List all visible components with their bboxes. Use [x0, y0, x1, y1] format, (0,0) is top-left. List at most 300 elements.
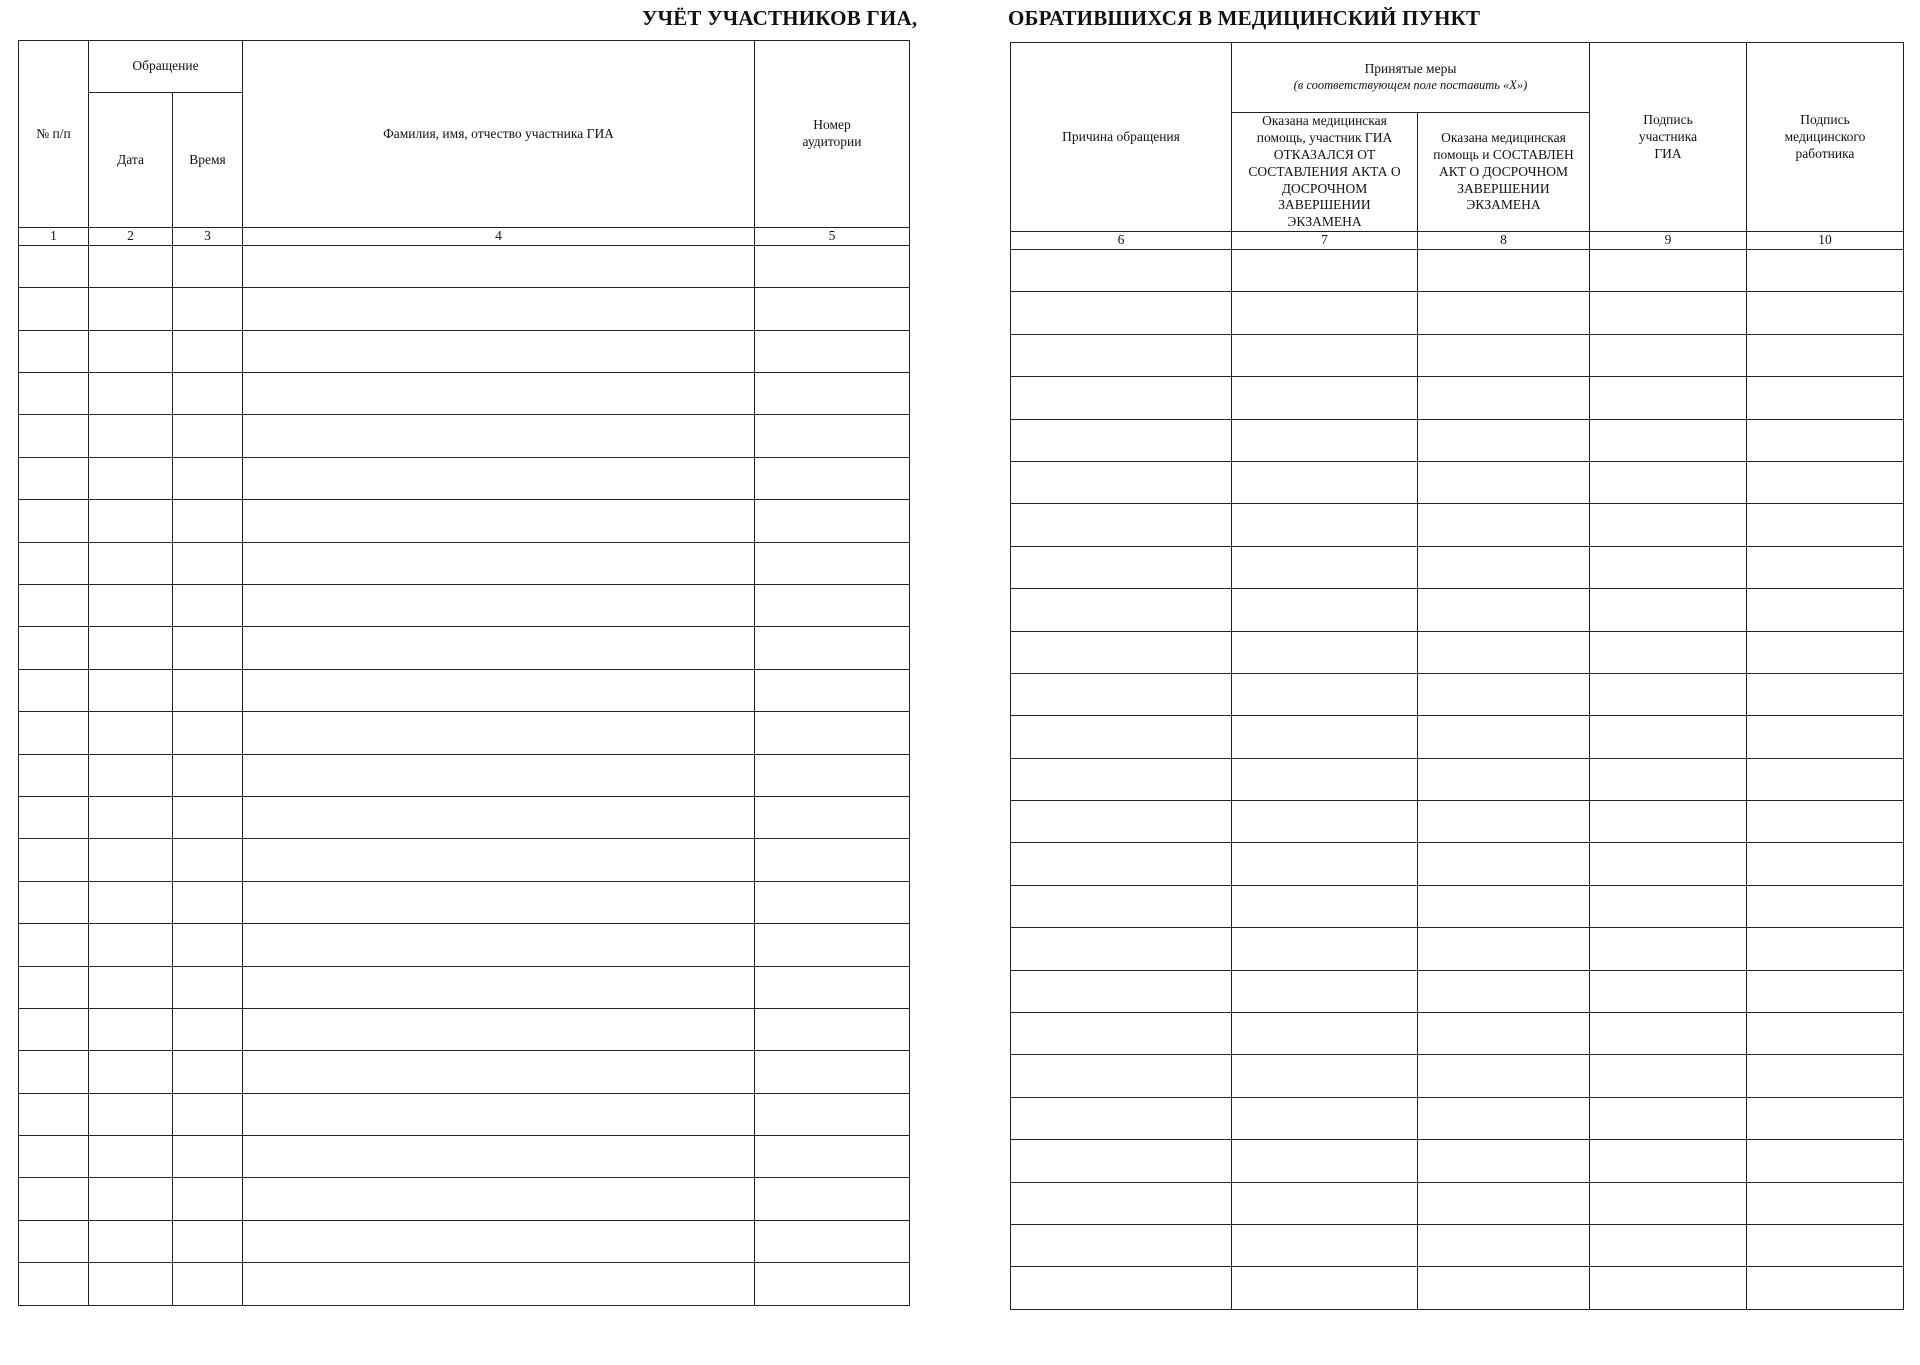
blank-entry-cell[interactable] — [173, 500, 243, 542]
blank-entry-cell[interactable] — [243, 288, 755, 330]
blank-entry-cell[interactable] — [1590, 673, 1747, 715]
blank-entry-cell[interactable] — [243, 712, 755, 754]
blank-entry-cell[interactable] — [1590, 504, 1747, 546]
blank-entry-cell[interactable] — [1011, 673, 1232, 715]
blank-entry-cell[interactable] — [1590, 292, 1747, 334]
blank-entry-cell[interactable] — [89, 1051, 173, 1093]
table-row — [19, 457, 910, 499]
measures-table — [1010, 42, 1904, 1310]
blank-entry-cell[interactable] — [89, 881, 173, 923]
blank-entry-cell[interactable] — [173, 966, 243, 1008]
blank-entry-cell[interactable] — [1418, 334, 1590, 376]
blank-entry-cell[interactable] — [173, 924, 243, 966]
blank-entry-cell[interactable] — [173, 1263, 243, 1305]
column-number: 9 — [1590, 232, 1747, 250]
blank-entry-cell[interactable] — [1590, 334, 1747, 376]
blank-entry-cell[interactable] — [1232, 758, 1418, 800]
blank-entry-cell[interactable] — [755, 796, 910, 838]
header-refused-act-label: Оказана медицинская помощь, участник ГИА ОТКАЗАЛСЯ ОТ СОСТАВЛЕНИЯ АКТА О ДОСРОЧНОМ ЗАВЕРШЕНИИ ЭКЗАМЕНА — [1248, 113, 1401, 230]
blank-entry-cell[interactable] — [1232, 1182, 1418, 1224]
blank-entry-cell[interactable] — [243, 585, 755, 627]
blank-entry-cell[interactable] — [1232, 461, 1418, 503]
blank-entry-cell[interactable] — [1011, 504, 1232, 546]
blank-entry-cell[interactable] — [1011, 292, 1232, 334]
table-row — [19, 1008, 910, 1050]
blank-entry-cell[interactable] — [173, 542, 243, 584]
table-row — [1011, 589, 1904, 631]
blank-entry-cell[interactable] — [755, 415, 910, 457]
table-row — [1011, 1224, 1904, 1266]
blank-entry-cell[interactable] — [173, 1093, 243, 1135]
blank-entry-cell[interactable] — [173, 457, 243, 499]
blank-entry-cell[interactable] — [173, 712, 243, 754]
blank-entry-cell[interactable] — [1011, 970, 1232, 1012]
table-row — [1011, 377, 1904, 419]
blank-entry-cell[interactable] — [173, 330, 243, 372]
column-number: 8 — [1418, 232, 1590, 250]
blank-entry-cell[interactable] — [1590, 377, 1747, 419]
blank-entry-cell[interactable] — [1232, 377, 1418, 419]
table-row — [1011, 716, 1904, 758]
blank-entry-cell[interactable] — [1418, 673, 1590, 715]
blank-entry-cell[interactable] — [1011, 250, 1232, 292]
blank-entry-cell[interactable] — [1590, 546, 1747, 588]
blank-entry-cell[interactable] — [755, 1008, 910, 1050]
blank-entry-cell[interactable] — [1418, 758, 1590, 800]
table-row — [19, 330, 910, 372]
blank-entry-cell[interactable] — [243, 1051, 755, 1093]
blank-entry-cell[interactable] — [173, 288, 243, 330]
blank-entry-cell[interactable] — [19, 585, 89, 627]
blank-entry-cell[interactable] — [243, 542, 755, 584]
blank-entry-cell[interactable] — [1590, 419, 1747, 461]
blank-entry-cell[interactable] — [243, 330, 755, 372]
header-room-label: Номер аудитории — [802, 117, 862, 149]
blank-entry-cell[interactable] — [1418, 461, 1590, 503]
blank-entry-cell[interactable] — [19, 1136, 89, 1178]
blank-entry-cell[interactable] — [243, 966, 755, 1008]
blank-entry-cell[interactable] — [89, 754, 173, 796]
table-row — [19, 1178, 910, 1220]
blank-entry-cell[interactable] — [243, 881, 755, 923]
blank-entry-cell[interactable] — [1232, 673, 1418, 715]
blank-entry-cell[interactable] — [1418, 419, 1590, 461]
blank-entry-cell[interactable] — [173, 754, 243, 796]
blank-entry-cell[interactable] — [89, 1093, 173, 1135]
table-row — [19, 1093, 910, 1135]
blank-entry-cell[interactable] — [89, 966, 173, 1008]
blank-entry-cell[interactable] — [19, 966, 89, 1008]
blank-entry-cell[interactable] — [243, 1136, 755, 1178]
blank-entry-cell[interactable] — [173, 627, 243, 669]
blank-entry-cell[interactable] — [1418, 250, 1590, 292]
blank-entry-cell[interactable] — [1747, 504, 1904, 546]
blank-entry-cell[interactable] — [173, 415, 243, 457]
blank-entry-cell[interactable] — [1232, 250, 1418, 292]
blank-entry-cell[interactable] — [1418, 970, 1590, 1012]
blank-entry-cell[interactable] — [19, 1178, 89, 1220]
table-row — [1011, 1013, 1904, 1055]
blank-entry-cell[interactable] — [1232, 1140, 1418, 1182]
blank-entry-cell[interactable] — [1232, 1224, 1418, 1266]
blank-entry-cell[interactable] — [1418, 631, 1590, 673]
blank-entry-cell[interactable] — [1747, 801, 1904, 843]
blank-entry-cell[interactable] — [1232, 589, 1418, 631]
blank-entry-cell[interactable] — [19, 330, 89, 372]
blank-entry-cell[interactable] — [173, 669, 243, 711]
blank-entry-cell[interactable] — [1232, 334, 1418, 376]
blank-entry-cell[interactable] — [1590, 250, 1747, 292]
blank-entry-cell[interactable] — [19, 796, 89, 838]
blank-entry-cell[interactable] — [243, 1220, 755, 1262]
blank-entry-cell[interactable] — [243, 754, 755, 796]
blank-entry-cell[interactable] — [1232, 801, 1418, 843]
table-row — [1011, 1267, 1904, 1309]
blank-entry-cell[interactable] — [755, 542, 910, 584]
blank-entry-cell[interactable] — [243, 627, 755, 669]
blank-entry-cell[interactable] — [1590, 970, 1747, 1012]
blank-entry-cell[interactable] — [19, 1263, 89, 1305]
blank-entry-cell[interactable] — [1011, 885, 1232, 927]
blank-entry-cell[interactable] — [19, 1220, 89, 1262]
blank-entry-cell[interactable] — [173, 881, 243, 923]
blank-entry-cell[interactable] — [1590, 1055, 1747, 1097]
blank-entry-cell[interactable] — [243, 1008, 755, 1050]
blank-entry-cell[interactable] — [19, 245, 89, 287]
blank-entry-cell[interactable] — [89, 500, 173, 542]
participant-table — [18, 40, 910, 1306]
blank-entry-cell[interactable] — [89, 1136, 173, 1178]
blank-entry-cell[interactable] — [1232, 716, 1418, 758]
blank-entry-cell[interactable] — [1747, 1013, 1904, 1055]
page-title-right: ОБРАТИВШИХСЯ В МЕДИЦИНСКИЙ ПУНКТ — [1008, 6, 1481, 30]
blank-entry-cell[interactable] — [19, 373, 89, 415]
table-row — [1011, 1097, 1904, 1139]
blank-entry-cell[interactable] — [755, 924, 910, 966]
table-row — [1011, 885, 1904, 927]
blank-entry-cell[interactable] — [1232, 419, 1418, 461]
blank-entry-cell[interactable] — [1232, 843, 1418, 885]
blank-entry-cell[interactable] — [243, 415, 755, 457]
blank-entry-cell[interactable] — [1011, 801, 1232, 843]
header-appeal: Обращение — [89, 41, 243, 93]
blank-entry-cell[interactable] — [755, 585, 910, 627]
blank-entry-cell[interactable] — [1590, 801, 1747, 843]
blank-entry-cell[interactable] — [89, 330, 173, 372]
blank-entry-cell[interactable] — [1590, 1182, 1747, 1224]
blank-entry-cell[interactable] — [1011, 1224, 1232, 1266]
blank-entry-cell[interactable] — [19, 415, 89, 457]
blank-entry-cell[interactable] — [19, 1093, 89, 1135]
blank-entry-cell[interactable] — [1232, 970, 1418, 1012]
blank-entry-cell[interactable] — [243, 669, 755, 711]
blank-entry-cell[interactable] — [243, 1093, 755, 1135]
blank-entry-cell[interactable] — [173, 245, 243, 287]
blank-entry-cell[interactable] — [755, 839, 910, 881]
blank-entry-cell[interactable] — [755, 669, 910, 711]
blank-entry-cell[interactable] — [19, 627, 89, 669]
table-row — [19, 669, 910, 711]
blank-entry-cell[interactable] — [755, 457, 910, 499]
blank-entry-cell[interactable] — [755, 881, 910, 923]
header-signature-medic-label: Подпись медицинского работника — [1784, 111, 1866, 161]
blank-entry-cell[interactable] — [1590, 461, 1747, 503]
blank-entry-cell[interactable] — [1747, 1267, 1904, 1309]
table-row — [19, 500, 910, 542]
table-row — [19, 796, 910, 838]
blank-entry-cell[interactable] — [1011, 334, 1232, 376]
blank-entry-cell[interactable] — [173, 1051, 243, 1093]
table-row — [1011, 250, 1904, 292]
blank-entry-cell[interactable] — [755, 373, 910, 415]
table-row — [19, 754, 910, 796]
blank-entry-cell[interactable] — [755, 1051, 910, 1093]
blank-entry-cell[interactable] — [1232, 546, 1418, 588]
table-row — [19, 966, 910, 1008]
blank-entry-cell[interactable] — [1590, 716, 1747, 758]
blank-entry-cell[interactable] — [89, 839, 173, 881]
blank-entry-cell[interactable] — [755, 966, 910, 1008]
blank-entry-cell[interactable] — [89, 712, 173, 754]
blank-entry-cell[interactable] — [243, 500, 755, 542]
blank-entry-cell[interactable] — [1747, 292, 1904, 334]
blank-entry-cell[interactable] — [1590, 928, 1747, 970]
blank-entry-cell[interactable] — [1747, 758, 1904, 800]
table-row — [1011, 758, 1904, 800]
blank-entry-cell[interactable] — [1747, 885, 1904, 927]
header-signature-participant — [1590, 43, 1747, 232]
blank-entry-cell[interactable] — [243, 924, 755, 966]
blank-entry-cell[interactable] — [173, 1008, 243, 1050]
blank-entry-cell[interactable] — [755, 330, 910, 372]
blank-entry-cell[interactable] — [173, 839, 243, 881]
table-row — [1011, 970, 1904, 1012]
header-refused-act — [1232, 113, 1418, 232]
blank-entry-cell[interactable] — [1418, 1182, 1590, 1224]
blank-entry-cell[interactable] — [89, 288, 173, 330]
header-measures-note: (в соответствующем поле поставить «Х») — [1293, 78, 1528, 93]
blank-entry-cell[interactable] — [19, 839, 89, 881]
blank-entry-cell[interactable] — [1747, 334, 1904, 376]
table-row — [1011, 673, 1904, 715]
blank-entry-cell[interactable] — [1232, 631, 1418, 673]
blank-entry-cell[interactable] — [243, 245, 755, 287]
blank-entry-cell[interactable] — [243, 373, 755, 415]
blank-entry-cell[interactable] — [89, 415, 173, 457]
blank-entry-cell[interactable] — [755, 1136, 910, 1178]
blank-entry-cell[interactable] — [1011, 1267, 1232, 1309]
header-act-drawn-label: Оказана медицинская помощь и СОСТАВЛЕН АКТ О ДОСРОЧНОМ ЗАВЕРШЕНИИ ЭКЗАМЕНА — [1433, 129, 1574, 213]
column-number: 3 — [173, 228, 243, 246]
blank-entry-cell[interactable] — [1747, 419, 1904, 461]
blank-entry-cell[interactable] — [1590, 589, 1747, 631]
table-row — [1011, 1140, 1904, 1182]
column-number: 10 — [1747, 232, 1904, 250]
blank-entry-cell[interactable] — [1418, 377, 1590, 419]
blank-entry-cell[interactable] — [1747, 1182, 1904, 1224]
blank-entry-cell[interactable] — [755, 754, 910, 796]
blank-entry-cell[interactable] — [89, 1178, 173, 1220]
table-row — [1011, 461, 1904, 503]
blank-entry-cell[interactable] — [19, 1008, 89, 1050]
blank-entry-cell[interactable] — [89, 669, 173, 711]
blank-entry-cell[interactable] — [243, 839, 755, 881]
blank-entry-cell[interactable] — [1747, 546, 1904, 588]
blank-entry-cell[interactable] — [755, 500, 910, 542]
blank-entry-cell[interactable] — [89, 924, 173, 966]
blank-entry-cell[interactable] — [173, 373, 243, 415]
blank-entry-cell[interactable] — [1418, 1140, 1590, 1182]
blank-entry-cell[interactable] — [1590, 1267, 1747, 1309]
blank-entry-cell[interactable] — [1418, 546, 1590, 588]
blank-entry-cell[interactable] — [1011, 716, 1232, 758]
table-row — [19, 1220, 910, 1262]
blank-entry-cell[interactable] — [19, 1051, 89, 1093]
blank-entry-cell[interactable] — [1011, 1140, 1232, 1182]
blank-entry-cell[interactable] — [1590, 758, 1747, 800]
table-row — [1011, 504, 1904, 546]
blank-entry-cell[interactable] — [1590, 885, 1747, 927]
blank-entry-cell[interactable] — [1011, 461, 1232, 503]
blank-entry-cell[interactable] — [1590, 843, 1747, 885]
blank-entry-cell[interactable] — [1418, 1097, 1590, 1139]
blank-entry-cell[interactable] — [1418, 1013, 1590, 1055]
blank-entry-cell[interactable] — [755, 1263, 910, 1305]
blank-entry-cell[interactable] — [1011, 843, 1232, 885]
blank-entry-cell[interactable] — [1011, 1182, 1232, 1224]
blank-entry-cell[interactable] — [1011, 589, 1232, 631]
blank-entry-cell[interactable] — [1747, 1224, 1904, 1266]
blank-entry-cell[interactable] — [173, 1136, 243, 1178]
blank-entry-cell[interactable] — [1747, 589, 1904, 631]
blank-entry-cell[interactable] — [1747, 377, 1904, 419]
blank-entry-cell[interactable] — [243, 796, 755, 838]
table-row — [1011, 928, 1904, 970]
blank-entry-cell[interactable] — [19, 288, 89, 330]
blank-entry-cell[interactable] — [1418, 1055, 1590, 1097]
blank-entry-cell[interactable] — [1232, 1055, 1418, 1097]
blank-entry-cell[interactable] — [1011, 546, 1232, 588]
table-row — [19, 1263, 910, 1305]
blank-entry-cell[interactable] — [1418, 928, 1590, 970]
blank-entry-cell[interactable] — [89, 1008, 173, 1050]
blank-entry-cell[interactable] — [1418, 1267, 1590, 1309]
blank-entry-cell[interactable] — [755, 712, 910, 754]
blank-entry-cell[interactable] — [173, 1220, 243, 1262]
blank-entry-cell[interactable] — [1590, 631, 1747, 673]
blank-entry-cell[interactable] — [173, 1178, 243, 1220]
blank-entry-cell[interactable] — [1590, 1013, 1747, 1055]
blank-entry-cell[interactable] — [1232, 504, 1418, 546]
blank-entry-cell[interactable] — [19, 712, 89, 754]
blank-entry-cell[interactable] — [1011, 1013, 1232, 1055]
blank-entry-cell[interactable] — [1418, 1224, 1590, 1266]
blank-entry-cell[interactable] — [1232, 1013, 1418, 1055]
table-row — [1011, 631, 1904, 673]
blank-entry-cell[interactable] — [755, 245, 910, 287]
blank-entry-cell[interactable] — [1747, 461, 1904, 503]
blank-entry-cell[interactable] — [1747, 1055, 1904, 1097]
blank-entry-cell[interactable] — [243, 1263, 755, 1305]
header-name: Фамилия, имя, отчество участника ГИА — [243, 41, 755, 228]
blank-entry-cell[interactable] — [1011, 419, 1232, 461]
blank-entry-cell[interactable] — [1232, 1097, 1418, 1139]
blank-entry-cell[interactable] — [19, 924, 89, 966]
blank-entry-cell[interactable] — [1747, 631, 1904, 673]
blank-entry-cell[interactable] — [1011, 1055, 1232, 1097]
blank-entry-cell[interactable] — [89, 373, 173, 415]
blank-entry-cell[interactable] — [1418, 801, 1590, 843]
header-reason: Причина обращения — [1011, 43, 1232, 232]
column-number: 2 — [89, 228, 173, 246]
column-number: 7 — [1232, 232, 1418, 250]
blank-entry-cell[interactable] — [19, 881, 89, 923]
blank-entry-cell[interactable] — [755, 1220, 910, 1262]
blank-entry-cell[interactable] — [1747, 928, 1904, 970]
page-title-left: УЧЁТ УЧАСТНИКОВ ГИА, — [642, 6, 918, 30]
table-row — [1011, 419, 1904, 461]
blank-entry-cell[interactable] — [1747, 250, 1904, 292]
blank-entry-cell[interactable] — [19, 669, 89, 711]
blank-entry-cell[interactable] — [243, 457, 755, 499]
blank-entry-cell[interactable] — [1232, 885, 1418, 927]
blank-entry-cell[interactable] — [1011, 377, 1232, 419]
blank-entry-cell[interactable] — [89, 585, 173, 627]
blank-entry-cell[interactable] — [1232, 928, 1418, 970]
blank-entry-cell[interactable] — [89, 796, 173, 838]
blank-entry-cell[interactable] — [1747, 673, 1904, 715]
blank-entry-cell[interactable] — [1747, 1140, 1904, 1182]
blank-entry-cell[interactable] — [1011, 631, 1232, 673]
blank-entry-cell[interactable] — [1418, 504, 1590, 546]
blank-entry-cell[interactable] — [89, 457, 173, 499]
blank-entry-cell[interactable] — [89, 627, 173, 669]
blank-entry-cell[interactable] — [1011, 1097, 1232, 1139]
blank-entry-cell[interactable] — [1011, 758, 1232, 800]
blank-entry-cell[interactable] — [19, 542, 89, 584]
blank-entry-cell[interactable] — [1232, 292, 1418, 334]
blank-entry-cell[interactable] — [1747, 716, 1904, 758]
blank-entry-cell[interactable] — [1590, 1224, 1747, 1266]
blank-entry-cell[interactable] — [1418, 843, 1590, 885]
blank-entry-cell[interactable] — [173, 585, 243, 627]
blank-entry-cell[interactable] — [755, 627, 910, 669]
blank-entry-cell[interactable] — [755, 1093, 910, 1135]
blank-entry-cell[interactable] — [1418, 589, 1590, 631]
blank-entry-cell[interactable] — [1232, 1267, 1418, 1309]
blank-entry-cell[interactable] — [1418, 292, 1590, 334]
blank-entry-cell[interactable] — [1418, 716, 1590, 758]
blank-entry-cell[interactable] — [19, 500, 89, 542]
blank-entry-cell[interactable] — [1747, 1097, 1904, 1139]
blank-entry-cell[interactable] — [1418, 885, 1590, 927]
blank-entry-cell[interactable] — [89, 1263, 173, 1305]
blank-entry-cell[interactable] — [19, 754, 89, 796]
blank-entry-cell[interactable] — [243, 1178, 755, 1220]
blank-entry-cell[interactable] — [1590, 1097, 1747, 1139]
blank-entry-cell[interactable] — [89, 542, 173, 584]
blank-entry-cell[interactable] — [1747, 843, 1904, 885]
blank-entry-cell[interactable] — [1011, 928, 1232, 970]
blank-entry-cell[interactable] — [755, 1178, 910, 1220]
blank-entry-cell[interactable] — [1590, 1140, 1747, 1182]
blank-entry-cell[interactable] — [89, 1220, 173, 1262]
blank-entry-cell[interactable] — [173, 796, 243, 838]
blank-entry-cell[interactable] — [89, 245, 173, 287]
blank-entry-cell[interactable] — [19, 457, 89, 499]
blank-entry-cell[interactable] — [1747, 970, 1904, 1012]
blank-entry-cell[interactable] — [755, 288, 910, 330]
